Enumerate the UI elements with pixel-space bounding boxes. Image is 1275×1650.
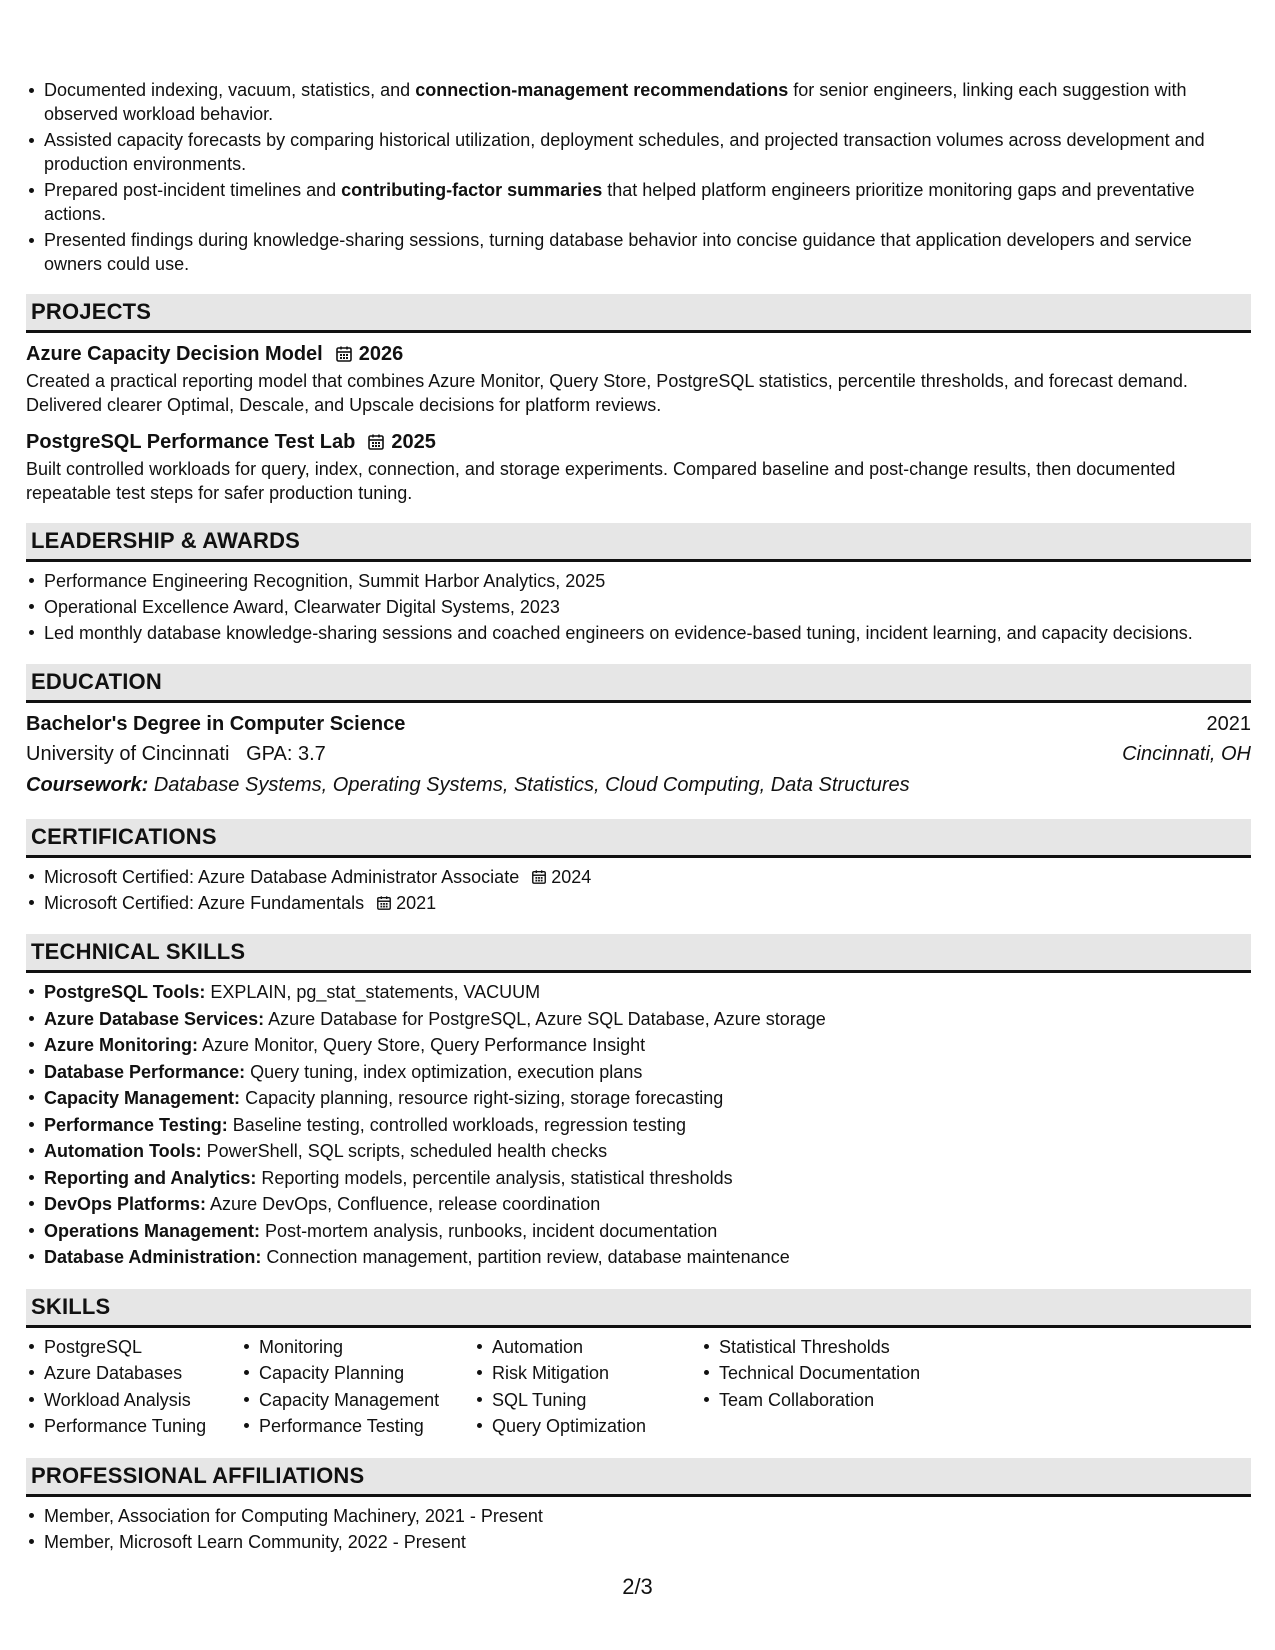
technical-skills-list <box>26 979 1251 1271</box>
list-item: Performance Engineering Recognition, Summit Harbor Analytics, 2025 <box>44 568 1251 594</box>
list-item: Member, Association for Computing Machinery, 2021 - Present <box>44 1503 1251 1529</box>
technical-skill-item: DevOps Platforms: Azure DevOps, Confluence, release coordination <box>44 1191 1251 1218</box>
certifications-section-header: CERTIFICATIONS <box>26 819 1251 858</box>
project-item <box>26 427 1251 505</box>
project-item <box>26 339 1251 417</box>
calendar-icon <box>376 895 392 911</box>
project-year: 2026 <box>358 342 404 365</box>
technical-skill-item: Reporting and Analytics: Reporting models, percentile analysis, statistical thresholds <box>44 1165 1251 1192</box>
skills-grid <box>26 1334 1251 1440</box>
skill-item: Statistical Thresholds <box>719 1334 981 1361</box>
experience-bullet: Presented findings during knowledge-sharing sessions, turning database behavior into concise guidance that application developers and service owners could use. <box>44 228 1251 276</box>
calendar-icon <box>367 433 385 451</box>
projects-section-header: PROJECTS <box>26 294 1251 333</box>
school-name: University of Cincinnati <box>26 743 230 765</box>
skill-item: Performance Testing <box>259 1413 474 1440</box>
certification-item: Microsoft Certified: Azure Database Administrator Associate 2024 <box>44 864 1251 890</box>
leadership-list <box>26 568 1251 646</box>
skill-item: Performance Tuning <box>44 1413 241 1440</box>
skills-column <box>241 1334 474 1440</box>
education-entry <box>26 709 1251 801</box>
project-title: PostgreSQL Performance Test Lab <box>26 430 356 453</box>
skill-item: Query Optimization <box>492 1413 701 1440</box>
skill-item: Team Collaboration <box>719 1387 981 1414</box>
skills-section-header: SKILLS <box>26 1289 1251 1328</box>
affiliations-list <box>26 1503 1251 1555</box>
skill-item: PostgreSQL <box>44 1334 241 1361</box>
experience-bullets <box>26 78 1251 276</box>
school-location: Cincinnati, OH <box>1122 743 1251 765</box>
experience-bullet: Assisted capacity forecasts by comparing historical utilization, deployment schedules, and projected transaction volumes across development and production environments. <box>44 128 1251 176</box>
certifications-list <box>26 864 1251 916</box>
technical-skill-item: Azure Monitoring: Azure Monitor, Query Store, Query Performance Insight <box>44 1032 1251 1059</box>
skills-column <box>701 1334 981 1440</box>
list-item: Member, Microsoft Learn Community, 2022 - Present <box>44 1529 1251 1555</box>
page-number: 2/3 <box>622 1574 653 1599</box>
skill-item: SQL Tuning <box>492 1387 701 1414</box>
coursework: Coursework: Database Systems, Operating Systems, Statistics, Cloud Computing, Data Structures <box>26 774 910 796</box>
gpa: GPA: 3.7 <box>246 743 326 765</box>
technical-skill-item: Automation Tools: PowerShell, SQL scripts, scheduled health checks <box>44 1138 1251 1165</box>
technical-skill-item: Database Performance: Query tuning, index optimization, execution plans <box>44 1059 1251 1086</box>
education-section-header: EDUCATION <box>26 664 1251 703</box>
skills-column <box>26 1334 241 1440</box>
calendar-icon <box>531 869 547 885</box>
graduation-year: 2021 <box>1206 713 1251 735</box>
experience-bullet: Prepared post-incident timelines and contributing-factor summaries that helped platform engineers prioritize monitoring gaps and preventative actions. <box>44 178 1251 226</box>
technical-skill-item: Capacity Management: Capacity planning, resource right-sizing, storage forecasting <box>44 1085 1251 1112</box>
technical-skills-section-header: TECHNICAL SKILLS <box>26 934 1251 973</box>
skill-item: Automation <box>492 1334 701 1361</box>
list-item: Operational Excellence Award, Clearwater Digital Systems, 2023 <box>44 594 1251 620</box>
technical-skill-item: Database Administration: Connection management, partition review, database maintenance <box>44 1244 1251 1271</box>
skills-column <box>474 1334 701 1440</box>
skill-item: Capacity Management <box>259 1387 474 1414</box>
technical-skill-item: Performance Testing: Baseline testing, controlled workloads, regression testing <box>44 1112 1251 1139</box>
project-year: 2025 <box>391 430 436 453</box>
list-item: Led monthly database knowledge-sharing sessions and coached engineers on evidence-based tuning, incident learning, and capacity decisions. <box>44 620 1251 646</box>
skill-item: Azure Databases <box>44 1360 241 1387</box>
technical-skill-item: PostgreSQL Tools: EXPLAIN, pg_stat_statements, VACUUM <box>44 979 1251 1006</box>
degree: Bachelor's Degree in Computer Science <box>26 713 406 735</box>
resume-page <box>26 78 1251 1555</box>
calendar-icon <box>335 345 353 363</box>
skill-item: Risk Mitigation <box>492 1360 701 1387</box>
technical-skill-item: Azure Database Services: Azure Database for PostgreSQL, Azure SQL Database, Azure storage <box>44 1006 1251 1033</box>
certification-item: Microsoft Certified: Azure Fundamentals 2021 <box>44 890 1251 916</box>
leadership-section-header: LEADERSHIP & AWARDS <box>26 523 1251 562</box>
skill-item: Technical Documentation <box>719 1360 981 1387</box>
skill-item: Capacity Planning <box>259 1360 474 1387</box>
skill-item: Monitoring <box>259 1334 474 1361</box>
project-title: Azure Capacity Decision Model <box>26 342 323 365</box>
skill-item: Workload Analysis <box>44 1387 241 1414</box>
project-description: Built controlled workloads for query, index, connection, and storage experiments. Compared baseline and post-change results, then documented repeatable test steps for safer production tuning. <box>26 459 1176 503</box>
affiliations-section-header: PROFESSIONAL AFFILIATIONS <box>26 1458 1251 1497</box>
experience-bullet: Documented indexing, vacuum, statistics, and connection-management recommendations for senior engineers, linking each suggestion with observed workload behavior. <box>44 78 1251 126</box>
project-description: Created a practical reporting model that combines Azure Monitor, Query Store, PostgreSQL statistics, percentile thresholds, and forecast demand. Delivered clearer Optimal, Descale, and Upscale decisions for platform reviews. <box>26 371 1188 415</box>
technical-skill-item: Operations Management: Post-mortem analysis, runbooks, incident documentation <box>44 1218 1251 1245</box>
